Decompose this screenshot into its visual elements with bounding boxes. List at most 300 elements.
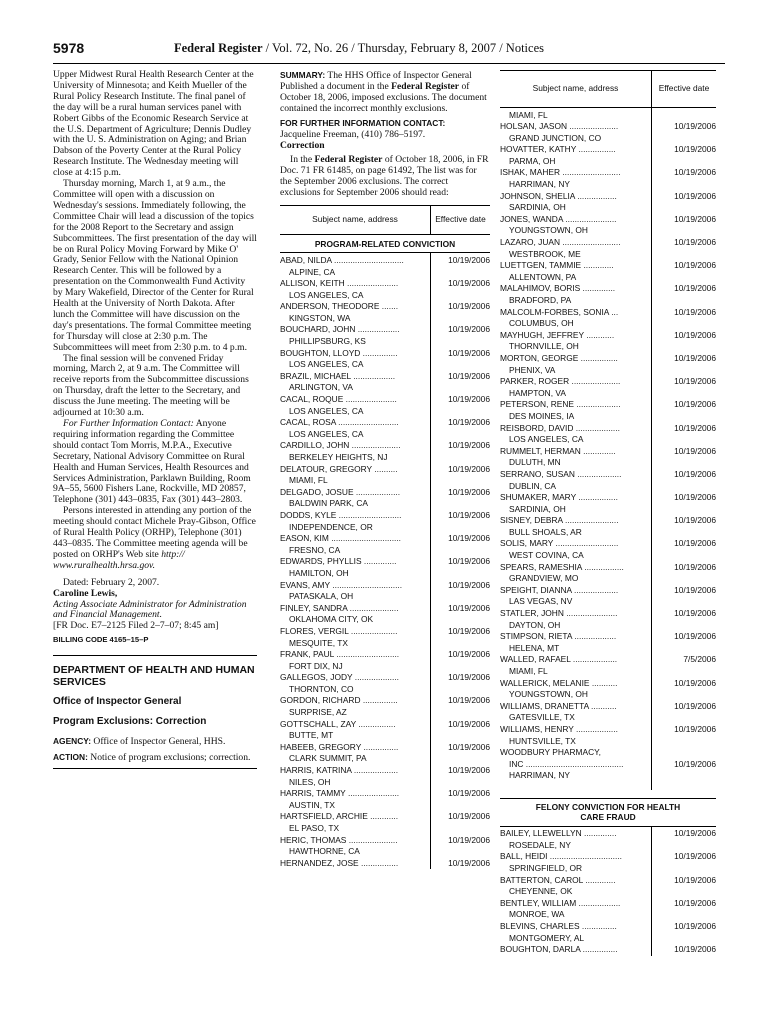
fr-doc-line: [FR Doc. E7–2125 Filed 2–7–07; 8:45 am]: [53, 620, 219, 632]
row-date: 7/5/2006: [683, 654, 716, 665]
row-name: PARKER, ROGER .....................: [500, 376, 652, 388]
row-name: EASON, KIM ..............................: [280, 533, 431, 545]
table-row: [500, 608, 716, 620]
contact-paragraph: [53, 419, 257, 506]
table-row-address: [500, 643, 716, 655]
row-date: 10/19/2006: [674, 306, 716, 317]
row-name: DODDS, KYLE ...........................: [280, 510, 431, 522]
table-row: [500, 399, 716, 411]
row-address: AUSTIN, TX: [289, 799, 335, 810]
section-heading: FELONY CONVICTION FOR HEALTH CARE FRAUD: [500, 798, 716, 826]
header-rule: [53, 63, 725, 64]
row-date: 10/19/2006: [674, 190, 716, 201]
row-name: SERRANO, SUSAN ...................: [500, 469, 652, 481]
table-row: [280, 464, 490, 476]
column-header-date: Effective date: [431, 206, 491, 235]
table-row: [500, 191, 716, 203]
table-row-address: [280, 614, 490, 626]
action-text: Notice of program exclusions; correction.: [87, 751, 251, 763]
action-label: ACTION:: [53, 751, 88, 762]
table-row-address: [280, 475, 490, 487]
row-date: 10/19/2006: [674, 584, 716, 595]
row-date: 10/19/2006: [674, 561, 716, 572]
row-name: RUMMELT, HERMAN ..............: [500, 446, 652, 458]
table-row: [500, 875, 716, 887]
row-name: BOUCHARD, JOHN ..................: [280, 324, 431, 336]
table-row-address: [280, 359, 490, 371]
table-row-address: [280, 730, 490, 742]
row-name: LAZARO, JUAN .........................: [500, 237, 652, 249]
row-name: STIMPSON, RIETA ..................: [500, 631, 652, 643]
table-row-address: [500, 179, 716, 191]
row-date: 10/19/2006: [448, 301, 490, 312]
summary-paragraph: [280, 70, 490, 114]
paragraph: The final session will be convened Friday morning, March 2, at 9 a.m. The Committee will receive reports from the Subcommittee discussions on Thursday, draft the letter to the Secretary, and discuss the June meeting. The meeting will be adjourned at 10:30 a.m.: [53, 352, 249, 419]
table-row: [500, 585, 716, 597]
row-name: SPEARS, RAMESHIA .................: [500, 562, 652, 574]
table-row: [280, 835, 490, 847]
row-date: 10/19/2006: [674, 723, 716, 734]
table-row: [500, 759, 716, 771]
table-row: [500, 851, 716, 863]
row-address: PHENIX, VA: [509, 364, 556, 375]
row-date: 10/19/2006: [448, 533, 490, 544]
row-address: LOS ANGELES, CA: [289, 359, 364, 370]
table-row: [500, 237, 716, 249]
table-row: [280, 626, 490, 638]
row-address: MIAMI, FL: [509, 666, 548, 676]
table-row: [280, 788, 490, 800]
row-address: MIAMI, FL: [509, 109, 548, 120]
table-row-address: [500, 341, 716, 353]
row-name: BRAZIL, MICHAEL ..................: [280, 371, 431, 383]
row-name: FINLEY, SANDRA .....................: [280, 603, 431, 615]
summary-block: [280, 70, 490, 198]
table-row-address: [500, 689, 716, 701]
row-date: 10/19/2006: [674, 283, 716, 294]
table-row-address: [280, 267, 490, 279]
row-date: 10/19/2006: [448, 788, 490, 799]
table-row-address: [500, 886, 716, 898]
table-row: [280, 301, 490, 313]
dated-line: Dated: February 2, 2007.: [63, 576, 160, 588]
row-address: BERKELEY HEIGHTS, NJ: [289, 452, 388, 462]
table-row-address: [500, 933, 716, 945]
table-row: [500, 828, 716, 840]
row-name: EDWARDS, PHYLLIS ..............: [280, 556, 431, 568]
row-date: 10/19/2006: [448, 625, 490, 636]
table-row-address: [500, 202, 716, 214]
table-row-address: [500, 318, 716, 330]
page-header: [53, 40, 725, 60]
row-name: BOUGHTON, LLOYD ...............: [280, 348, 431, 360]
row-date: 10/19/2006: [674, 700, 716, 711]
row-name: SHUMAKER, MARY .................: [500, 492, 652, 504]
summary-label: SUMMARY:: [280, 70, 326, 80]
row-name: HOVATTER, KATHY ................: [500, 144, 652, 156]
table-row-address: [500, 156, 716, 168]
table-row-address: [500, 620, 716, 632]
row-date: 10/19/2006: [674, 921, 716, 931]
table-row-address: [500, 736, 716, 748]
table-row-address: [500, 573, 716, 585]
row-date: 10/19/2006: [448, 509, 490, 520]
row-address: DULUTH, MN: [509, 457, 561, 468]
table-row: [280, 487, 490, 499]
row-name: ISHAK, MAHER .........................: [500, 167, 652, 179]
row-address: SPRINGFIELD, OR: [509, 863, 583, 874]
row-date: 10/19/2006: [448, 857, 490, 868]
row-date: 10/19/2006: [448, 324, 490, 335]
table-row: [500, 724, 716, 736]
row-address: BUTTE, MT: [289, 730, 334, 741]
row-address: INDEPENDENCE, OR: [289, 521, 373, 532]
row-date: 10/19/2006: [448, 649, 490, 660]
row-address: SARDINIA, OH: [509, 503, 566, 514]
row-address: MONTGOMERY, AL: [509, 932, 585, 943]
row-date: 10/19/2006: [448, 347, 490, 358]
table-row-address: [280, 522, 490, 534]
table-row-address: [500, 434, 716, 446]
row-date: 10/19/2006: [448, 834, 490, 845]
row-address: MIAMI, FL: [289, 475, 328, 486]
table-row-address: [280, 313, 490, 325]
table-row-address: [500, 863, 716, 875]
row-name: FLORES, VERGIL ....................: [280, 626, 431, 638]
row-address: WEST COVINA, CA: [509, 550, 584, 561]
row-name: SOLIS, MARY ...........................: [500, 538, 652, 550]
row-date: 10/19/2006: [448, 463, 490, 474]
table-row-address: [280, 823, 490, 835]
row-address: BULL SHOALS, AR: [509, 526, 582, 537]
row-address: NILES, OH: [289, 776, 331, 787]
column-middle: [280, 70, 490, 960]
row-address: COLUMBUS, OH: [509, 318, 574, 329]
table-row: [280, 371, 490, 383]
table-row: [500, 701, 716, 713]
row-date: 10/19/2006: [448, 765, 490, 776]
row-name: GORDON, RICHARD ...............: [280, 695, 431, 707]
office-heading: Office of Inspector General: [53, 696, 182, 708]
correction-paragraph: [280, 154, 490, 198]
table-row-address: [500, 225, 716, 237]
row-address: MESQUITE, TX: [289, 637, 348, 648]
row-name: HOLSAN, JASON .....................: [500, 121, 652, 133]
row-address: HELENA, MT: [509, 642, 560, 653]
table-row-address: [280, 753, 490, 765]
table-row: [280, 858, 490, 870]
row-name: WALLERICK, MELANIE ...........: [500, 678, 652, 690]
row-name: JOHNSON, SHELIA .................: [500, 191, 652, 203]
row-name: WALLED, RAFAEL ...................: [500, 654, 652, 666]
table-row: [280, 765, 490, 777]
table-row: [280, 742, 490, 754]
row-date: 10/19/2006: [448, 741, 490, 752]
row-name: MORTON, GEORGE ................: [500, 353, 652, 365]
billing-code: BILLING CODE 4165–15–P: [53, 635, 149, 645]
attend-text: Persons interested in attending any portion of the meeting should contact Michele Pray-Gibson, Office of Rural Health Policy (ORHP), Telephone (301) 443–0835. The Committee meeting agenda will be posted on ORHP's Web site: [53, 505, 256, 560]
table-row: [500, 260, 716, 272]
row-name: HARRIS, TAMMY ......................: [280, 788, 431, 800]
row-address: YOUNGSTOWN, OH: [509, 689, 588, 700]
agency-text: Office of Inspector General, HHS.: [91, 735, 226, 747]
row-address: ROSEDALE, NY: [509, 839, 571, 850]
table-row-address: [280, 846, 490, 858]
row-name: HABEEB, GREGORY ...............: [280, 742, 431, 754]
table-row-address: [280, 777, 490, 789]
row-name: SPEIGHT, DIANNA ...................: [500, 585, 652, 597]
table-row: [280, 649, 490, 661]
row-name: BENTLEY, WILLIAM ..................: [500, 898, 652, 910]
row-address: HARRIMAN, NY: [509, 179, 570, 190]
row-name: BLEVINS, CHARLES ...............: [500, 921, 652, 933]
row-address: KINGSTON, WA: [289, 312, 351, 323]
exclusions-table: [280, 205, 490, 869]
row-date: 10/19/2006: [448, 695, 490, 706]
table-row: [280, 440, 490, 452]
row-address: SURPRISE, AZ: [289, 707, 347, 718]
summary-text-2: of October 18, 2006, imposed exclusions. The document contained the incorrect monthly exclusions.: [280, 81, 487, 114]
table-row-address: [500, 411, 716, 423]
signer-name: Caroline Lewis,: [53, 587, 118, 599]
row-address: PATASKALA, OH: [289, 591, 354, 602]
row-address: PHILLIPSBURG, KS: [289, 336, 366, 347]
row-date: 10/19/2006: [674, 468, 716, 479]
row-address: LOS ANGELES, CA: [509, 434, 584, 445]
row-address: HUNTSVILLE, TX: [509, 735, 576, 746]
table-row: [500, 307, 716, 319]
row-name: CARDILLO, JOHN .....................: [280, 440, 431, 452]
row-date: 10/19/2006: [674, 237, 716, 248]
signer-title: Acting Associate Administrator for Administration and Financial Management.: [53, 598, 247, 621]
table-row-address: [280, 684, 490, 696]
row-date: 10/19/2006: [674, 376, 716, 387]
row-name: GOTTSCHALL, ZAY ................: [280, 719, 431, 731]
column-header-name: Subject name, address: [280, 206, 431, 235]
table-row: [280, 672, 490, 684]
table-row-address: [500, 272, 716, 284]
row-name: WOODBURY PHARMACY,: [500, 747, 601, 758]
row-address: HAMILTON, OH: [289, 567, 349, 578]
table-row-address: [280, 545, 490, 557]
row-address: GATESVILLE, TX: [509, 712, 575, 723]
table-row-address: [500, 295, 716, 307]
table-row: [500, 654, 716, 666]
row-address: LOS ANGELES, CA: [289, 289, 364, 300]
row-date: 10/19/2006: [674, 352, 716, 363]
row-address: DAYTON, OH: [509, 619, 561, 630]
table-row-address: [500, 550, 716, 562]
row-name: WILLIAMS, DRANETTA ...........: [500, 701, 652, 713]
contact-label: For Further Information Contact:: [63, 418, 194, 429]
table-row-address: [500, 133, 716, 145]
issue-info: / Vol. 72, No. 26 / Thursday, February 8, 2007 / Notices: [262, 41, 544, 55]
row-date: 10/19/2006: [448, 602, 490, 613]
row-date: 10/19/2006: [448, 254, 490, 265]
row-date: 10/19/2006: [674, 515, 716, 526]
row-address: ALLENTOWN, PA: [509, 271, 577, 282]
table-row: [280, 255, 490, 267]
table-row: [500, 562, 716, 574]
row-address: HARRIMAN, NY: [509, 770, 570, 781]
table-row: [500, 110, 716, 122]
summary-text: The HHS Office of Inspector General Published a document in the: [280, 70, 472, 92]
paragraph: Thursday morning, March 1, at 9 a.m., the Committee will open with a discussion on Wednesday's sessions. Immediately following, the Committee Chair will lead a discussion of the topics for the 2008 Report to the Secretary and assign Subcommittees. The first presentation of the day will be on Rural Policy Moving Forward by Mike O' Grady, Senior Fellow with the National Opinion Research Center. This will be followed by a presentation on the Commonwealth Fund Activity by Mary Wakefield, Director of the Center for Rural Health at the University of North Dakota. After lunch the Committee will have discussion on the day's presentations. The formal Committee meeting for Thursday will close at 2:30 p.m. The Subcommittees will meet from 2:30 p.m. to 4 p.m.: [53, 178, 257, 353]
row-date: 10/19/2006: [448, 486, 490, 497]
table-row: [500, 353, 716, 365]
row-address: BALDWIN PARK, CA: [289, 498, 368, 509]
table-row: [280, 324, 490, 336]
table-row-address: [500, 909, 716, 921]
table-row-address: [500, 388, 716, 400]
row-name: BAILEY, LLEWELLYN ..............: [500, 828, 652, 840]
row-name: BALL, HEIDI ...............................: [500, 851, 652, 863]
row-date: 10/19/2006: [448, 811, 490, 822]
journal-name: Federal Register: [174, 41, 263, 55]
table-row-address: [280, 638, 490, 650]
row-name: WILLIAMS, HENRY ..................: [500, 724, 652, 736]
row-address: LOS ANGELES, CA: [289, 405, 364, 416]
table-row-address: [280, 452, 490, 464]
row-address: SARDINIA, OH: [509, 202, 566, 213]
table-row: [500, 898, 716, 910]
row-name: HERNANDEZ, JOSE ................: [280, 858, 431, 870]
row-date: 10/19/2006: [674, 944, 716, 955]
table-row-address: [500, 481, 716, 493]
row-address: EL PASO, TX: [289, 823, 340, 833]
row-date: 10/19/2006: [448, 556, 490, 567]
row-date: 10/19/2006: [674, 213, 716, 224]
row-address: HAMPTON, VA: [509, 387, 566, 398]
row-address: MONROE, WA: [509, 909, 565, 920]
table-row-address: [500, 666, 716, 678]
page-number: 5978: [53, 40, 85, 56]
felony-table: [500, 798, 716, 956]
row-name: EVANS, AMY ..............................: [280, 580, 431, 592]
row-date: 10/19/2006: [448, 394, 490, 405]
table-row-address: [500, 596, 716, 608]
row-date: 10/19/2006: [674, 492, 716, 503]
row-name: CACAL, ROQUE ......................: [280, 394, 431, 406]
section-heading: PROGRAM-RELATED CONVICTION: [280, 235, 490, 253]
row-name: ALLISON, KEITH ......................: [280, 278, 431, 290]
table-row: [280, 510, 490, 522]
row-name: GALLEGOS, JODY ...................: [280, 672, 431, 684]
row-name: JONES, WANDA ......................: [500, 214, 652, 226]
table-row-address: [500, 527, 716, 539]
row-address: THORNTON, CO: [289, 683, 354, 694]
row-address: CHEYENNE, OK: [509, 886, 573, 897]
row-name: FRANK, PAUL ...........................: [280, 649, 431, 661]
action-line: [53, 752, 257, 764]
contact-label: FOR FURTHER INFORMATION CONTACT:: [280, 118, 446, 128]
contact-text: Anyone requiring information regarding the Committee should contact Tom Morris, M.P.A., Executive Secretary, National Advisory Committee on Rural Health and Human Services, Health Resources and Services Administration, Parklawn Building, Room 9A–55, 5600 Fishers Lane, Rockville, MD 20857, Telephone (301) 443–0835, Fax (301) 443–2803.: [53, 418, 251, 506]
table-row: [500, 631, 716, 643]
row-address: LAS VEGAS, NV: [509, 596, 573, 607]
table-row: [500, 446, 716, 458]
row-date: 10/19/2006: [674, 445, 716, 456]
row-address: GRAND JUNCTION, CO: [509, 132, 602, 143]
table-row: [500, 515, 716, 527]
table-row: [280, 556, 490, 568]
row-address: FRESNO, CA: [289, 544, 341, 555]
table-row: [280, 348, 490, 360]
table-row: [500, 469, 716, 481]
column-left: [53, 70, 257, 960]
row-address: HAWTHORNE, CA: [289, 846, 360, 857]
row-address: LOS ANGELES, CA: [289, 428, 364, 439]
table-row: [500, 678, 716, 690]
row-name: STATLER, JOHN ......................: [500, 608, 652, 620]
row-address: GRANDVIEW, MO: [509, 573, 579, 584]
table-row-address: [280, 568, 490, 580]
row-address: INC ..........................................: [509, 758, 624, 769]
table-row-address: [280, 661, 490, 673]
table-row: [280, 603, 490, 615]
table-row-address: [280, 382, 490, 394]
row-date: 10/19/2006: [674, 144, 716, 155]
department-heading: DEPARTMENT OF HEALTH AND HUMAN SERVICES: [53, 664, 255, 689]
table-row-address: [500, 249, 716, 261]
row-name: CACAL, ROSA ..........................: [280, 417, 431, 429]
row-address: FORT DIX, NJ: [289, 660, 343, 671]
table-row: [500, 167, 716, 179]
exclusions-table-continued: [500, 70, 716, 790]
table-row: [280, 278, 490, 290]
row-date: 10/19/2006: [674, 399, 716, 410]
row-date: 10/19/2006: [674, 608, 716, 619]
table-row: [500, 921, 716, 933]
row-date: 10/19/2006: [674, 758, 716, 769]
website-link[interactable]: http:// www.ruralhealth.hrsa.gov.: [53, 548, 185, 571]
paragraph: [53, 506, 257, 571]
table-row-address: [280, 498, 490, 510]
row-date: 10/19/2006: [674, 631, 716, 642]
column-header-name: Subject name, address: [500, 71, 652, 108]
subject-heading: Program Exclusions: Correction: [53, 716, 207, 728]
row-address: OKLAHOMA CITY, OK: [289, 614, 374, 625]
column-right: [500, 70, 716, 960]
correction-fr: Federal Register: [314, 154, 383, 165]
row-date: 10/19/2006: [448, 718, 490, 729]
table-row-address: [500, 712, 716, 724]
table-row-address: [280, 290, 490, 302]
row-name: REISBORD, DAVID ...................: [500, 423, 652, 435]
row-name: HARRIS, KATRINA ...................: [280, 765, 431, 777]
row-date: 10/19/2006: [674, 121, 716, 132]
row-date: 10/19/2006: [448, 278, 490, 289]
table-row: [500, 121, 716, 133]
table-row: [500, 214, 716, 226]
row-address: ARLINGTON, VA: [289, 382, 353, 393]
correction-text-2: of October 18, 2006, in FR Doc. 71 FR 61485, on page 61492, The list was for the September 2006 exclusions. The correct exclusions for September 2006 should read:: [280, 154, 489, 198]
correction-heading: Correction: [280, 140, 325, 151]
row-address: PARMA, OH: [509, 155, 556, 166]
row-name: DELATOUR, GREGORY ..........: [280, 464, 431, 476]
table-row: [280, 580, 490, 592]
row-date: 10/19/2006: [448, 579, 490, 590]
row-name: BOUGHTON, DARLA ...............: [500, 944, 652, 956]
row-address: BRADFORD, PA: [509, 295, 572, 305]
table-row: [500, 944, 716, 956]
table-row-address: [280, 406, 490, 418]
table-row: [500, 770, 716, 782]
table-row: [500, 376, 716, 388]
row-address: YOUNGSTOWN, OH: [509, 225, 588, 236]
table-row-address: [500, 365, 716, 377]
paragraph: Upper Midwest Rural Health Research Center at the University of Minnesota; and Keith Mueller of the Rural Policy Research Institute. The final panel of the day will be a rural human services panel with Robert Gibbs of the Economic Research Service at the U.S. Department of Agriculture; Dennis Dudley with the U. S. Administration on Aging; and Brian Dabson of the Poverty Center at the Rural Policy Research Institute. The Wednesday meeting will close at 4:15 p.m.: [53, 70, 254, 179]
table-row: [500, 538, 716, 550]
